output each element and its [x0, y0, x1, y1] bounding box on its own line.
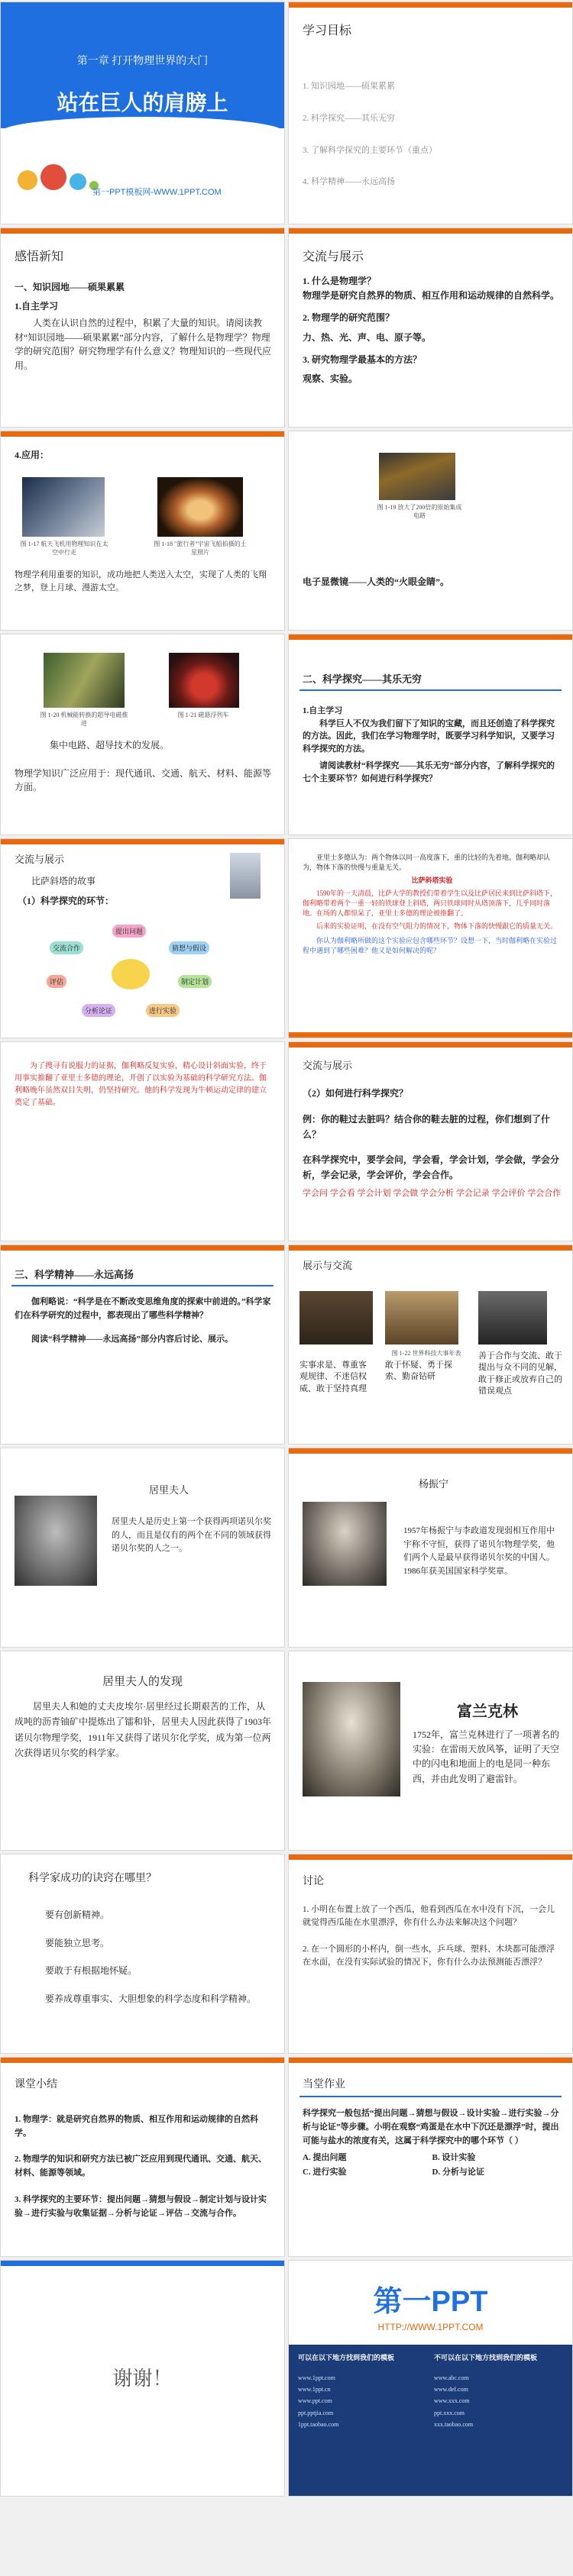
paragraph: 人类在认识自然的过程中，积累了大量的知识。请阅读教材“知识园地——硕果累累”部分内容，了解什么是物理学？物理学的研究范围？研究物理学有什么意义？物理知识的一些现代应用。	[15, 318, 272, 371]
question: 2. 物理学的研究范围？	[303, 312, 395, 324]
keyword: 学会评价	[491, 1188, 526, 1198]
credits-item: www.abc.com	[434, 2374, 469, 2381]
spirit-text: 善于合作与交流、敢于提出与众不同的见解，敢于修正或放弃自己的错误观点	[478, 1351, 562, 1396]
sub-heading: 4.应用：	[15, 450, 50, 460]
paragraph: 集中电路、超导技术的发展。	[50, 740, 170, 751]
slide-16[interactable]	[288, 1448, 573, 1648]
summary-item: 2. 物理学的知识和研究方法已被广泛应用到现代通讯、交通、航天、材料、能源等领域。	[15, 2155, 267, 2178]
steps-question: （1）科学探究的环节：	[18, 896, 115, 906]
slide-5[interactable]	[0, 431, 285, 631]
answer: 物理学是研究自然界的物质、相互作用和运动规律的自然科学。	[303, 290, 560, 302]
paragraph: 1752年，富兰克林进行了一项著名的实验：在雷雨天放风筝，证明了天空中的闪电和地面上的电是同一种东西，并由此发明了避雷针。	[413, 1729, 560, 1784]
slide-title: 交流与展示	[303, 250, 364, 263]
section-heading: 一、知识园地——硕果累累	[15, 282, 125, 292]
homework-question: 科学探究一般包括“提出问题→猜想与假设→设计实验→进行实验→分析与论证”等步骤。小明在观察“鸡蛋是在水中下沉还是漂浮”时，提出可能与盐水的浓度有关，这属于科学探究中的哪个环节（ ）	[303, 2109, 559, 2146]
slide-10[interactable]	[288, 838, 573, 1038]
step-item: 交流合作	[50, 941, 83, 954]
curie-photo	[15, 1496, 97, 1586]
sub-heading: 1.自主学习	[303, 706, 343, 715]
step-item: 提出问题	[112, 925, 146, 938]
yang-photo	[303, 1502, 387, 1586]
slide-22[interactable]	[288, 2057, 573, 2257]
row-8	[0, 1448, 573, 1648]
objective-item: 3. 了解科学探究的主要环节（重点）	[303, 145, 437, 155]
photo-caption: 图 1-22 世界科技大事年表	[391, 1350, 461, 1357]
spacewalk-photo	[22, 477, 105, 537]
slide-23[interactable]	[0, 2260, 285, 2497]
paragraph: 居里夫人是历史上第一个获得两项诺贝尔奖的人，而且是仅有的两个在不同的领域获得诺贝尔奖的人之一。	[112, 1517, 271, 1554]
list-item: 要养成尊重事实、大胆想象的科学态度和科学精神。	[45, 1993, 257, 2004]
slide-9[interactable]	[0, 838, 285, 1038]
slide-14[interactable]	[288, 1244, 573, 1445]
slide-title: 交流与展示	[303, 1060, 353, 1071]
section-heading: 二、科学探究——其乐无穷	[303, 673, 422, 685]
circuit-photo	[379, 453, 455, 500]
sub-heading: 比萨斜塔实验	[411, 876, 453, 885]
row-2	[0, 228, 573, 428]
slide-24-credits[interactable]	[288, 2260, 573, 2497]
photo-caption: 图 1-21 磁悬浮列车	[177, 712, 229, 718]
paragraph: 电子显微镜——人类的“火眼金睛”。	[303, 576, 450, 587]
keyword: 学会记录	[455, 1188, 490, 1198]
slide-3[interactable]	[0, 228, 285, 428]
slide-17[interactable]	[0, 1651, 285, 1851]
row-4	[0, 634, 573, 835]
paragraph: 1957年杨振宁与李政道发现弱相互作用中宇称不守恒，获得了诺贝尔物理学奖，他们两个人是最早获得诺贝尔奖的中国人。1986年获美国国家科学奖章。	[403, 1526, 555, 1576]
paragraph: 居里夫人和她的丈夫皮埃尔·居里经过长期艰苦的工作，从成吨的沥青铀矿中提炼出了镭和钋，居里夫人因此获得了1903年诺贝尔物理学奖，1911年又获得了诺贝尔化学奖，成为第一位两次获得诺贝尔奖的科学家。	[15, 1701, 272, 1759]
step-item: 制定计划	[178, 975, 212, 988]
step-item: 分析论证	[82, 1004, 115, 1017]
summary-item: 3. 科学探究的主要环节：提出问题→猜想与假设→制定计划与设计实验→进行实验与收集证据→分析与论证→评估→交流与合作。	[15, 2194, 267, 2218]
keyword: 学会看	[329, 1188, 355, 1198]
question: 2. 在一个圆形的小杯内，倒一些水，乒乓球、塑料、木块都可能漂浮在水面，在没有实际试验的情况下，你有什么办法预测能否漂浮？	[303, 1945, 555, 1968]
keyword: 学会做	[393, 1188, 419, 1198]
dots-decoration	[18, 164, 99, 194]
credits-item: www.xxx.com	[434, 2397, 470, 2405]
paragraph: 后来的实验证明，在没有空气阻力的情况下，物体下落的快慢跟它的质量无关。	[316, 922, 558, 931]
question: 1. 什么是物理学？	[303, 276, 377, 286]
slide-1-cover[interactable]	[0, 2, 285, 224]
person-name: 居里夫人	[149, 1484, 189, 1496]
slide-title: 当堂作业	[303, 2079, 345, 2090]
superconductor-photo	[44, 653, 125, 708]
paragraph: 在科学探究中，要学会问，学会看，学会计划，学会做，学会分析，学会记录，学会评价，学会合作。	[303, 1154, 560, 1181]
slide-18[interactable]	[288, 1651, 573, 1851]
paragraph: 为了搜寻有说服力的证据，伽利略反复实验，精心设计斜面实验，终于用事实推翻了亚里士多德的理论，开创了以实验为基础的科学研究方法。伽利略晚年虽然双目失明，仍坚持研究。他的科学发现为牛顿运动定律的建立奠定了基础。	[15, 1062, 267, 1107]
question: 1. 小明在布置上放了一个西瓜，他看到西瓜在水中没有下沉，一会儿就觉得西瓜能在水里漂浮，你有什么办法来解决这个问题？	[303, 1905, 555, 1928]
cover-logo: 第一PPT模板网-WWW.1PPT.COM	[92, 188, 222, 197]
sub-heading: 1.自主学习	[15, 300, 59, 312]
credits-col-title: 可以在以下地方找到我们的模板	[298, 2354, 395, 2361]
objective-item: 2. 科学探究——其乐无穷	[303, 113, 395, 123]
person-name: 富兰克林	[457, 1703, 518, 1720]
row-1	[0, 2, 573, 224]
row-3	[0, 431, 573, 631]
row-7	[0, 1244, 573, 1445]
credits-item: 1ppt.taobao.com	[298, 2420, 339, 2428]
thanks-text: 谢谢！	[112, 2368, 173, 2390]
slide-19[interactable]	[0, 1854, 285, 2054]
slide-15[interactable]	[0, 1448, 285, 1648]
scientist-photo	[478, 1291, 547, 1344]
paragraph: 阅读“科学精神——永远高扬”部分内容后讨论、展示。	[31, 1335, 233, 1344]
question: 3. 研究物理学最基本的方法？	[303, 353, 422, 365]
credits-item: ppt.pptjia.com	[298, 2409, 334, 2416]
slide-2-objectives[interactable]	[288, 2, 573, 224]
story-title: 比萨斜塔的故事	[31, 876, 96, 886]
options	[303, 2151, 562, 2178]
spirit-text: 敢于怀疑、勇于探索、勤奋钻研	[385, 1361, 452, 1382]
slide-4[interactable]	[288, 228, 573, 428]
photo-caption: 图 1-17 航天飞机用物理知识在太空中行走	[20, 541, 108, 556]
slide-12[interactable]	[288, 1041, 573, 1241]
slide-title: 居里夫人的发现	[102, 1676, 183, 1688]
keyword-list	[303, 1186, 562, 1200]
slide-8[interactable]	[288, 634, 573, 835]
credits-item: www.1ppt.com	[298, 2374, 335, 2381]
chapter-label: 第一章 打开物理世界的大门	[76, 56, 209, 67]
paragraph: 请阅读教材“科学探究——其乐无穷”部分内容，了解科学探究的七个主要环节？如何进行科学探究？	[303, 761, 555, 783]
step-item: 评估	[47, 975, 66, 988]
row-10	[0, 1854, 573, 2054]
photo-caption: 图 1-20 机械能转换的超导电磁推进	[40, 712, 128, 727]
paragraph: 物理学利用重要的知识，成功地把人类送入太空，实现了人类的飞翔之梦，登上月球、漫游太空。	[15, 570, 267, 593]
credits-item: www.ppt.com	[298, 2397, 332, 2405]
paragraph: 伽利略说：“科学是在不断改变思维角度的探索中前进的。”科学家们在科学研究的过程中，都表现出了哪些科学精神？	[15, 1297, 271, 1320]
paragraph: 你认为伽利略所做的这个实验应包含哪些环节？设想一下，当时伽利略在实验过程中遇到了哪些困难？他又是如何解决的呢？	[303, 937, 558, 955]
row-12	[0, 2260, 573, 2573]
credits-url: HTTP://WWW.1PPT.COM	[377, 2322, 484, 2332]
slide-7[interactable]	[0, 634, 285, 835]
photo-caption: 图 1-19 放大了200倍的原始集成电路	[377, 504, 462, 519]
slide-13[interactable]	[0, 1244, 285, 1445]
franklin-photo	[303, 1682, 400, 1796]
slide-title: 讨论	[303, 1876, 324, 1887]
slide-11[interactable]	[0, 1041, 285, 1241]
row-6	[0, 1041, 573, 1241]
list-item: 要敢于有根据地怀疑。	[45, 1965, 138, 1977]
credits-col-title: 不可以在以下地方找到我们的模板	[434, 2354, 538, 2361]
list-item: 要有创新精神。	[45, 1909, 110, 1920]
slide-21[interactable]	[0, 2057, 285, 2257]
slide-6[interactable]	[288, 431, 573, 631]
answer: 观察、实验。	[303, 373, 358, 384]
option: B. 设计实验	[432, 2153, 476, 2163]
person-name: 杨振宁	[419, 1478, 449, 1490]
answer: 力、热、光、声、电、原子等。	[303, 331, 432, 343]
paragraph: 1590年的一天清晨，比萨大学的教授们带着学生以及比萨居民来到比萨斜塔下，伽利略带着两个一重一轻的铁球登上斜塔，两只铁球同时从塔顶落下，几乎同时落地。在场的人都惊呆了，亚里士多德的理论被推翻了。	[303, 889, 558, 918]
row-11	[0, 2057, 573, 2257]
maglev-photo	[169, 653, 239, 708]
step-item: 猜想与假设	[169, 941, 209, 954]
section-heading: 三、科学精神——永远高扬	[15, 1269, 134, 1280]
option: C. 进行实验	[303, 2167, 347, 2177]
slide-title: 感悟新知	[15, 250, 64, 263]
credits-item: www.1ppt.cn	[298, 2386, 331, 2394]
option: D. 分析与论证	[432, 2167, 484, 2177]
steps-cycle	[47, 925, 215, 1024]
keyword: 学会分析	[420, 1188, 454, 1198]
slide-20[interactable]	[288, 1854, 573, 2054]
scientist-photo	[299, 1291, 373, 1344]
paragraph: 亚里士多德认为：两个物体以同一高度落下，重的比轻的先着地。伽利略却认为，物体下落的快慢与重量无关。	[303, 854, 551, 872]
keyword: 学会问	[303, 1188, 328, 1198]
photo-caption: 图 1-18 "旅行者"宇宙飞船拍摄的土星照片	[154, 541, 247, 556]
credits-item: ppt.xxx.com	[434, 2409, 465, 2416]
saturn-photo	[157, 477, 243, 537]
slide-title: 课堂小结	[15, 2079, 57, 2090]
question: （2）如何进行科学探究？	[303, 1088, 409, 1099]
objectives-title: 学习目标	[303, 24, 352, 37]
row-9	[0, 1651, 573, 1851]
slide-title: 交流与展示	[15, 854, 65, 865]
keyword: 学会合作	[527, 1188, 562, 1198]
credits-logo: 第一PPT	[373, 2286, 488, 2318]
scientist-photo	[385, 1291, 458, 1344]
credits-item: xxx.taobao.com	[434, 2420, 474, 2428]
cover-title: 站在巨人的肩膀上	[57, 92, 228, 115]
objective-item: 1. 知识园地——硕果累累	[303, 82, 395, 91]
paragraph: 物理学知识广泛应用于：现代通讯、交通、航天、材料、能源等方面。	[15, 767, 272, 793]
objectives-list	[303, 71, 562, 199]
summary-item: 1. 物理学：就是研究自然界的物质、相互作用和运动规律的自然科学。	[15, 2115, 258, 2139]
option: A. 提出问题	[303, 2153, 347, 2163]
example: 例：你的鞋过去脏吗？结合你的鞋去脏的过程，你们想到了什么？	[303, 1113, 551, 1140]
slide-title: 展示与交流	[303, 1260, 353, 1271]
keyword: 学会计划	[357, 1188, 391, 1198]
row-5	[0, 838, 573, 1038]
step-item: 进行实验	[146, 1004, 180, 1017]
leaning-tower-photo	[230, 853, 261, 899]
spirit-text: 实事求是、尊重客观规律、不迷信权威、敢于坚持真理	[299, 1361, 367, 1393]
paragraph: 科学巨人不仅为我们留下了知识的宝藏，而且还创造了科学探究的方法。因此，我们在学习物理学时，既要学习科学知识，又要学习科学探究的方法。	[303, 718, 555, 754]
question: 科学家成功的诀窍在哪里？	[28, 1873, 157, 1884]
objective-item: 4. 科学精神——永远高扬	[303, 177, 395, 187]
list-item: 要能独立思考。	[45, 1937, 110, 1948]
credits-item: www.def.com	[434, 2386, 468, 2394]
